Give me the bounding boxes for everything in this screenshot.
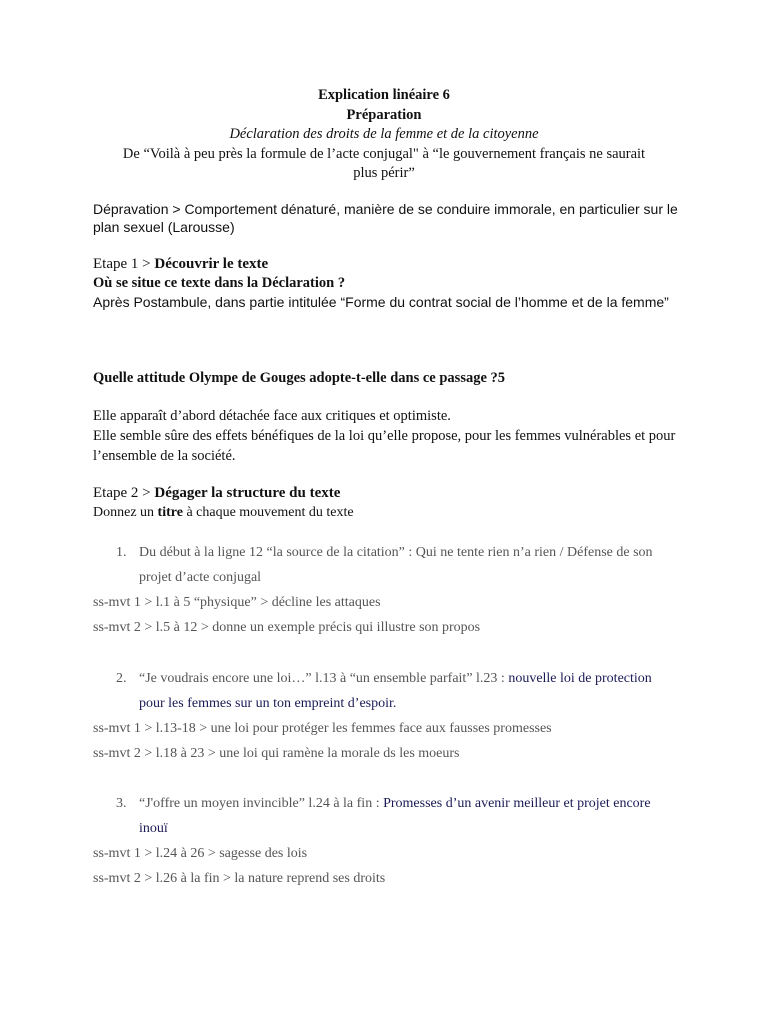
instruction-text: à chaque mouvement du texte: [182, 505, 354, 520]
sub-movement: ss-mvt 1 > l.24 à 26 > sagesse des lois: [93, 846, 308, 861]
instruction-text: Donnez un: [93, 505, 158, 520]
passage-range-line-1: De “Voilà à peu près la formule de l’acte conjugal" à “le gouvernement français ne saurait: [122, 145, 646, 162]
sub-movement: ss-mvt 2 > l.5 à 12 > donne un exemple précis qui illustre son propos: [93, 620, 481, 635]
etape-2-section: [93, 484, 683, 523]
etape-1-prefix: Etape 1 >: [93, 256, 155, 272]
movement-title: nouvelle loi de protection pour les femmes sur un ton empreint d’espoir.: [139, 671, 652, 711]
etape-2-instruction: [93, 503, 683, 523]
etape-1-title: Découvrir le texte: [154, 256, 269, 272]
movement-number: 1.: [116, 545, 127, 560]
sub-movement: ss-mvt 1 > l.13-18 > une loi pour protéger les femmes face aux fausses promesses: [93, 721, 552, 736]
sub-movement: ss-mvt 1 > l.1 à 5 “physique” > décline les attaques: [93, 595, 381, 610]
movement-text: Du début à la ligne 12 “la source de la citation” : Qui ne tente rien n’a rien / Défense de son projet d’acte conjugal: [139, 545, 653, 585]
answer-2: [93, 406, 683, 466]
sub-movement: ss-mvt 2 > l.18 à 23 > une loi qui ramène la morale ds les moeurs: [93, 746, 460, 761]
answer-1: Après Postambule, dans partie intitulée “Forme du contrat social de l’homme et de la femme”: [93, 294, 669, 310]
movement-2: [116, 666, 676, 716]
preparation-label: Préparation: [346, 106, 422, 123]
etape-2-heading: [93, 484, 683, 503]
movement-text: “Je voudrais encore une loi…” l.13 à “un ensemble parfait” l.23 :: [139, 671, 509, 686]
movement-number: 2.: [116, 671, 127, 686]
answer-2-line-1: Elle apparaît d’abord détachée face aux critiques et optimiste.: [93, 408, 451, 424]
movement-3: [116, 791, 676, 841]
text-subtitle: Déclaration des droits de la femme et de la citoyenne: [229, 126, 539, 142]
instruction-bold: titre: [157, 505, 183, 520]
etape-1-heading: [93, 255, 683, 274]
movement-number: 3.: [116, 796, 127, 811]
question-1: Où se situe ce texte dans la Déclaration ?: [93, 275, 346, 291]
movement-1: [116, 540, 676, 590]
answer-2-line-2: Elle semble sûre des effets bénéfiques de la loi qu’elle propose, pour les femmes vulnérables et pour l’ensemble de la société.: [93, 428, 676, 464]
sub-movement: ss-mvt 2 > l.26 à la fin > la nature reprend ses droits: [93, 871, 386, 886]
etape-2-prefix: Etape 2 >: [93, 485, 155, 501]
document-title: Explication linéaire 6: [318, 87, 450, 103]
question-2: Quelle attitude Olympe de Gouges adopte-t-elle dans ce passage ?5: [93, 370, 506, 386]
movement-text: “J'offre un moyen invincible” l.24 à la fin :: [139, 796, 384, 811]
movement-title: Promesses d’un avenir meilleur et projet encore inouï: [139, 796, 651, 836]
etape-1-section: [93, 255, 683, 312]
document-header: [80, 86, 688, 184]
etape-2-title: Dégager la structure du texte: [154, 485, 341, 501]
passage-range-line-2: plus périr”: [353, 165, 415, 181]
definition-note: Dépravation > Comportement dénaturé, manière de se conduire immorale, en particulier sur le plan sexuel (Larousse): [93, 201, 678, 235]
